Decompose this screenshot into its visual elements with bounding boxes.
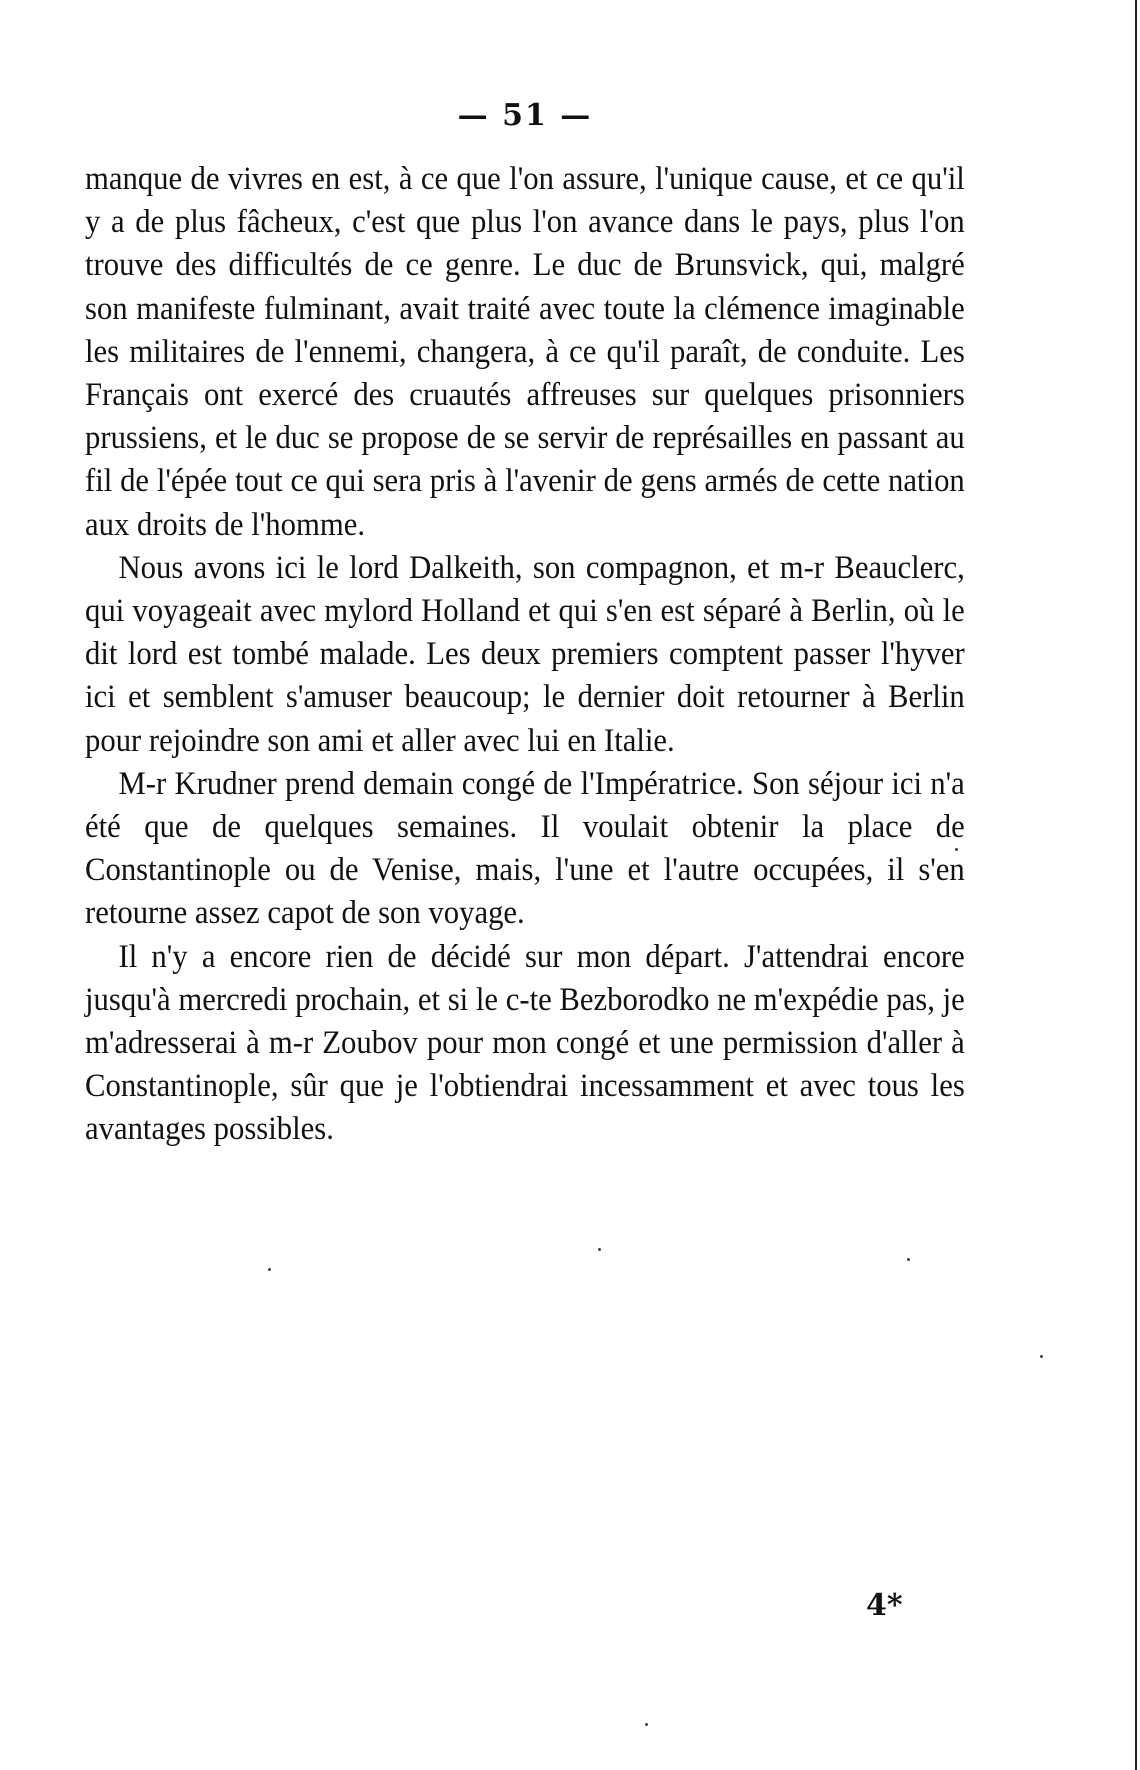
ink-speck bbox=[907, 1258, 910, 1261]
paragraph-3: M-r Krudner prend demain congé de l'Impératrice. Son séjour ici n'a été que de quelques semaines. Il voulait obtenir la place de Constantinople ou de Venise, mais, l'une et l'autre occupées, il s'en retourne assez capot de son voyage. bbox=[85, 765, 965, 932]
ink-speck bbox=[1040, 1355, 1043, 1358]
ink-speck bbox=[645, 1723, 648, 1726]
ink-speck bbox=[955, 848, 958, 851]
ink-speck bbox=[598, 1248, 601, 1251]
paragraph-4: Il n'y a encore rien de décidé sur mon départ. J'attendrai encore jusqu'à mercredi prochain, et si le c-te Bezborodko ne m'expédie pas, je m'adresserai à m-r Zoubov pour mon congé et une permission d'aller à Constantinople, sûr que je l'obtiendrai incessamment et avec tous les avantages possibles. bbox=[85, 938, 965, 1148]
paragraph-2: Nous avons ici le lord Dalkeith, son compagnon, et m-r Beauclerc, qui voyageait avec mylord Holland et qui s'en est séparé à Berlin, où le dit lord est tombé malade. Les deux premiers comptent passer l'hyver ici et semblent s'amuser beaucoup; le dernier doit retourner à Berlin pour rejoindre son ami et aller avec lui en Italie. bbox=[85, 549, 965, 759]
page-number: — 51 — bbox=[457, 98, 593, 133]
paragraph-1: manque de vivres en est, à ce que l'on assure, l'unique cause, et ce qu'il y a de plus fâcheux, c'est que plus l'on avance dans le pays, plus l'on trouve des difficultés de ce genre. Le duc de Brunsvick, qui, malgré son manifeste fulminant, avait traité avec toute la clémence imaginable les militaires de l'ennemi, changera, à ce qu'il paraît, de conduite. Les Français ont exercé des cruautés affreuses sur quelques prisonniers prussiens, et le duc se propose de se servir de représailles en passant au fil de l'épée tout ce qui sera pris à l'avenir de gens armés de cette nation aux droits de l'homme. bbox=[85, 161, 965, 543]
page-edge-rule bbox=[1135, 0, 1137, 1770]
body-text bbox=[85, 158, 965, 1152]
ink-speck bbox=[268, 1268, 271, 1271]
signature-mark: 4* bbox=[866, 1588, 903, 1623]
